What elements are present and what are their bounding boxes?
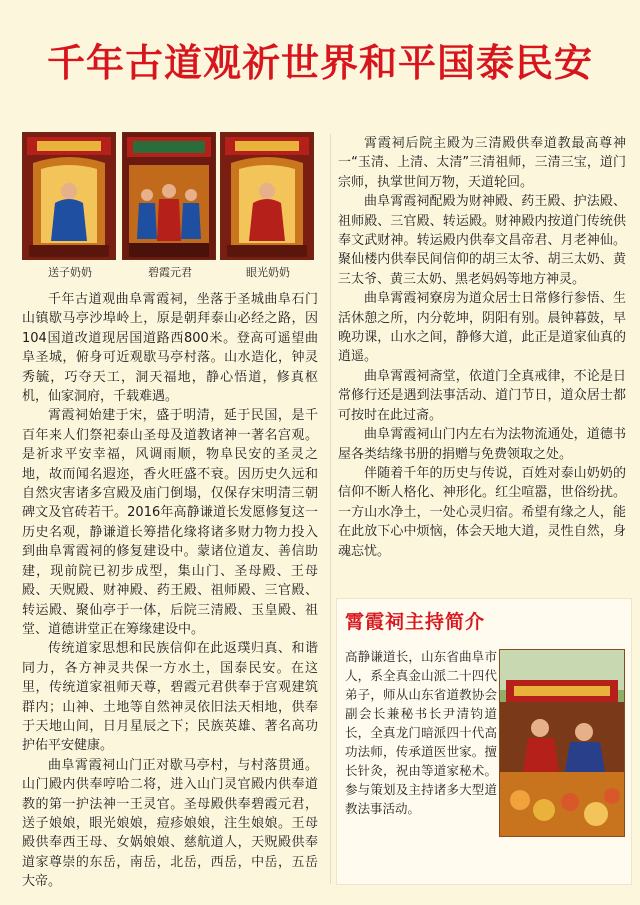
shrine-photo-songzi [22, 132, 116, 260]
paragraph: 曲阜霄霞祠斋堂，依道门全真戒律，不论是日常修行还是遇到法事活动、道门节日，道众居士都可按时在此过斋。 [338, 368, 626, 423]
paragraph: 传统道家思想和民族信仰在此返璞归真、和谐同力，各方神灵共保一方水土，国泰民安。在这里，传统道家祖师天尊，碧霞元君供奉于宫观建筑群内；山神、土地等自然神灵依旧法天相地，供奉于天地山间，日月星辰之下；民族英雄、著名高功护佑平安健康。 [22, 641, 318, 754]
photo-caption-songzi: 送子奶奶 [48, 266, 92, 279]
shrine-photo-yanguang [220, 132, 314, 260]
host-intro-heading: 霄霞祠主持简介 [345, 611, 486, 633]
left-text-column [22, 290, 318, 892]
column-divider [330, 134, 331, 884]
ritual-photo [499, 649, 625, 837]
host-intro-text: 高静谦道长，山东省曲阜市人，系全真金山派二十四代弟子，师从山东省道教协会副会长兼秘书长尹清钧道长，全真龙门暗派四十代高功法师，传承道医世家。擅长针灸，祝由等道家秘术。参与策划及主持诸多大型道教法事活动。 [345, 649, 497, 816]
paragraph: 曲阜霄霞祠山门正对歇马亭村，与村落贯通。山门殿内供奉哼哈二将，进入山门灵官殿内供奉道教的第一护法神一王灵官。圣母殿供奉碧霞元君，送子娘娘，眼光娘娘，痘疹娘娘，注生娘娘。王母殿供奉西王母、女娲娘娘、慈航道人，天贶殿供奉道家尊崇的东岳，南岳，北岳，西岳，中岳，五岳大帝。 [22, 757, 318, 890]
shrine-photo-strip [22, 132, 322, 282]
paragraph: 千年古道观曲阜霄霞祠，坐落于圣城曲阜石门山镇歇马亭沙埠岭上，原是朝拜泰山必经之路，因104国道改道现居国道路西800米。登高可遥望曲阜圣城，俯身可近观歇马亭村落。山水造化，钟灵秀毓，巧夺天工，洞天福地，静心悟道，修真枢机，仙家洞府，千载难遇。 [22, 292, 318, 405]
host-intro-box [336, 598, 632, 885]
photo-caption-bixia: 碧霞元君 [148, 266, 192, 279]
paragraph: 曲阜霄霞祠寮房为道众居士日常修行参悟、生活休憩之所，内分乾坤，阴阳有别。晨钟暮鼓，早晚功课，山水之间，静修大道，此正是道家仙真的逍遥。 [338, 291, 626, 365]
paragraph: 曲阜霄霞祠配殿为财神殿、药王殿、护法殿、祖师殿、三官殿、转运殿。财神殿内按道门传统供奉文武财神。转运殿内供奉文昌帝君、月老神仙。聚仙楼内供奉民间信仰的胡三太爷、胡三太奶、黄三太爷、黄三太奶、黑老妈妈等地方神灵。 [338, 194, 626, 287]
paragraph: 曲阜霄霞祠山门内左右为法物流通处，道德书屋各类结缘书册的捐赠与免费领取之处。 [338, 427, 626, 462]
paragraph: 霄霞祠后院主殿为三清殿供奉道教最高尊神一“玉清、上清、太清”三清祖师，三清三宝，道门宗师，执掌世间万物，天道轮回。 [338, 136, 626, 190]
paragraph: 伴随着千年的历史与传说，百姓对泰山奶奶的信仰不断人格化、神形化。红尘喧嚣，世俗纷扰。一方山水净土，一处心灵归宿。希望有缘之人，能在此放下心中烦恼，体会天地大道，灵性自然，身魂忘忧。 [338, 465, 626, 559]
paragraph: 霄霞祠始建于宋，盛于明清，延于民国，是千百年来人们祭祀泰山圣母及道教诸神一著名宫观。是祈求平安幸福，风调雨顺，物阜民安的圣灵之地，故而闻名遐迩，香火旺盛不衰。因历史久远和自然灾害诸多宫殿及庙门倒塌，仅保存宋明清三朝碑文及官砖若干。2016年高静谦道长发愿修复这一历史名观，静谦道长筹措化缘将诸多财力物力投入到曲阜霄霞祠的修复建设中。蒙诸位道友、善信助建，现前院已初步成型，集山门、圣母殿、王母殿、天贶殿、财神殿、药王殿、祖师殿、三官殿、转运殿、聚仙亭于一体，后院三清殿、玉皇殿、祖堂、道德讲堂正在筹缘建设中。 [22, 408, 318, 637]
right-text-column [338, 134, 626, 561]
page-title: 千年古道观祈世界和平国泰民安 [46, 41, 593, 85]
photo-caption-yanguang: 眼光奶奶 [246, 266, 290, 279]
shrine-photo-bixia [122, 132, 216, 260]
